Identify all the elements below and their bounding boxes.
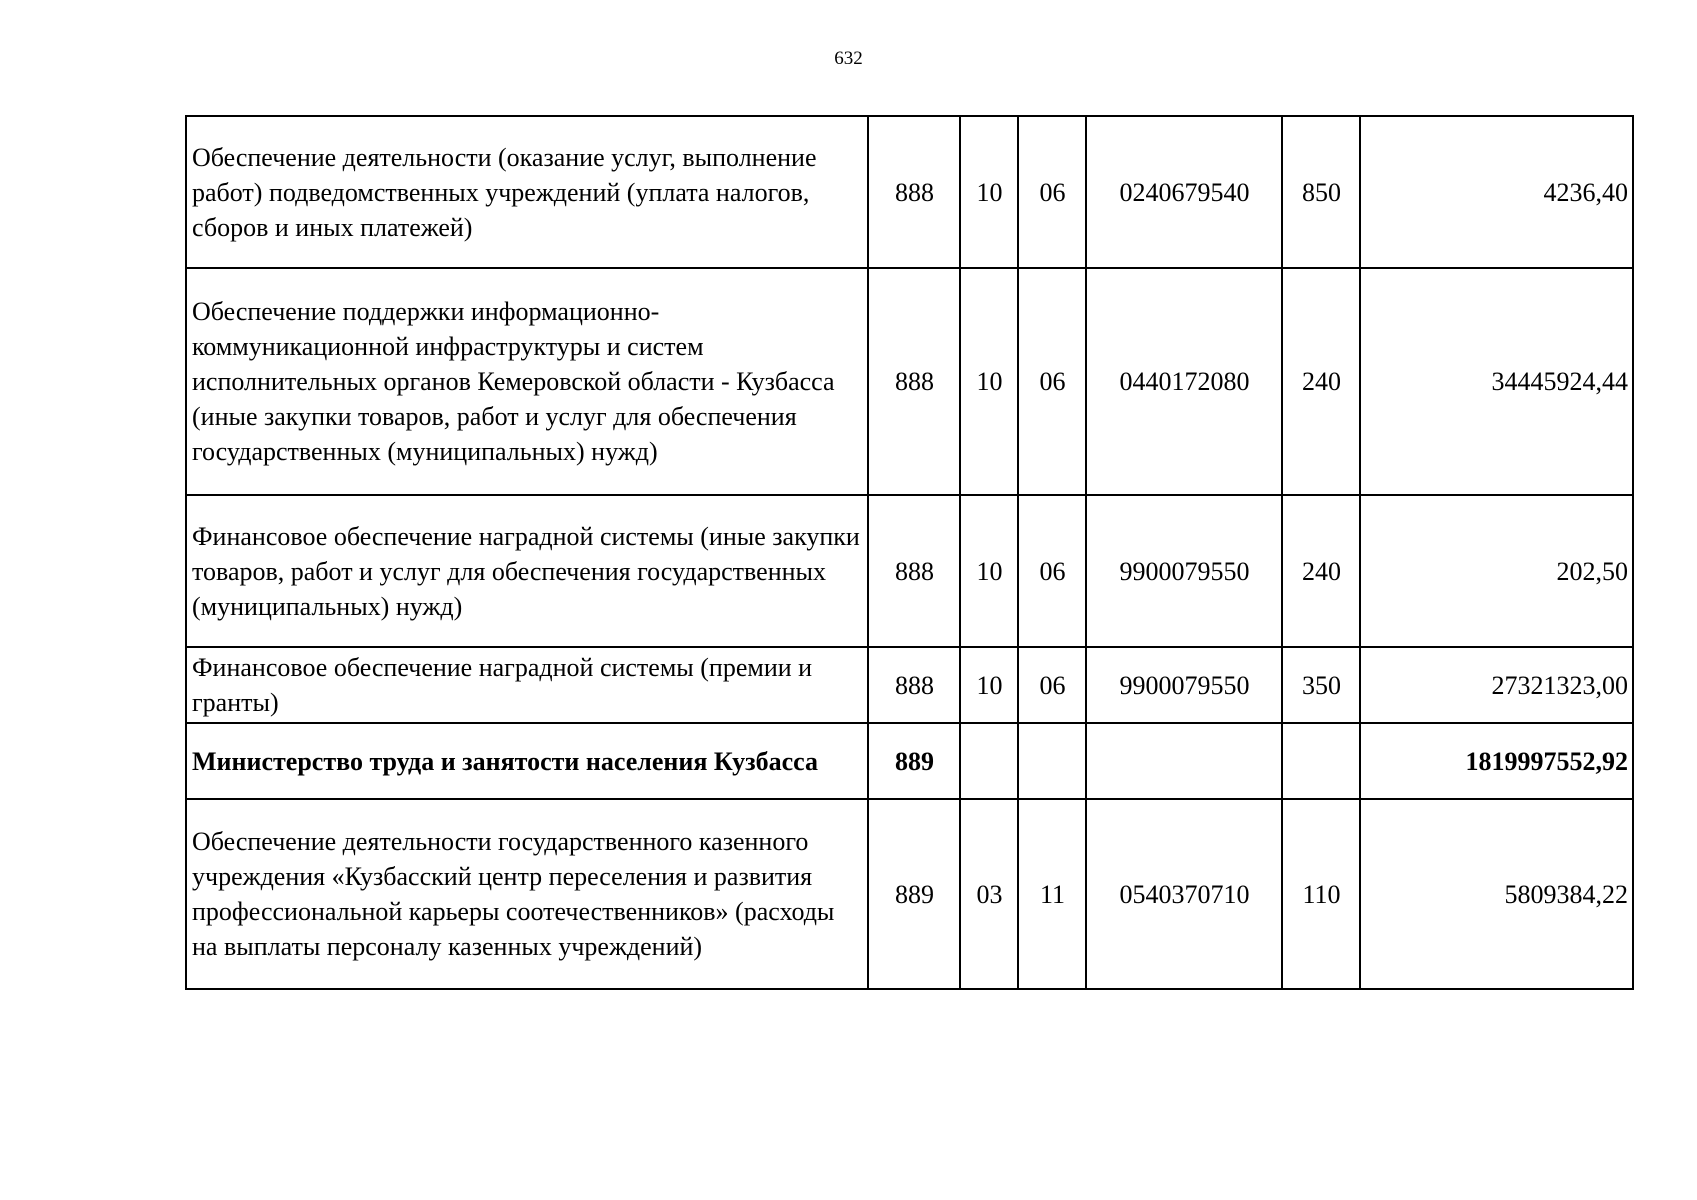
row-description: Обеспечение поддержки информационно-коммуникационной инфраструктуры и систем исполнительных органов Кемеровской области - Кузбасса (иные закупки товаров, работ и услуг для обеспечения государственных (муниципальных) нужд) xyxy=(186,268,868,495)
target-article-code: 9900079550 xyxy=(1086,647,1282,723)
expense-type-code: 240 xyxy=(1282,268,1360,495)
target-article-code: 0440172080 xyxy=(1086,268,1282,495)
target-article-code: 9900079550 xyxy=(1086,495,1282,647)
ministry-code: 888 xyxy=(868,495,960,647)
row-amount: 4236,40 xyxy=(1360,116,1633,268)
expense-type-code: 110 xyxy=(1282,799,1360,989)
expense-type-code: 240 xyxy=(1282,495,1360,647)
section-code: 10 xyxy=(960,116,1018,268)
row-amount: 1819997552,92 xyxy=(1360,723,1633,799)
page-number: 632 xyxy=(834,48,863,69)
table-row xyxy=(186,495,1633,647)
ministry-code: 889 xyxy=(868,799,960,989)
row-amount: 27321323,00 xyxy=(1360,647,1633,723)
expense-type-code: 350 xyxy=(1282,647,1360,723)
section-code: 03 xyxy=(960,799,1018,989)
budget-table xyxy=(185,115,1634,990)
table-row xyxy=(186,116,1633,268)
subsection-code: 06 xyxy=(1018,268,1086,495)
subsection-code: 06 xyxy=(1018,647,1086,723)
section-code xyxy=(960,723,1018,799)
table-row-ministry-header xyxy=(186,723,1633,799)
row-amount: 34445924,44 xyxy=(1360,268,1633,495)
row-description: Обеспечение деятельности (оказание услуг, выполнение работ) подведомственных учреждений (уплата налогов, сборов и иных платежей) xyxy=(186,116,868,268)
table-row xyxy=(186,268,1633,495)
target-article-code xyxy=(1086,723,1282,799)
table-row xyxy=(186,799,1633,989)
table-row xyxy=(186,647,1633,723)
section-code: 10 xyxy=(960,495,1018,647)
expense-type-code xyxy=(1282,723,1360,799)
ministry-code: 889 xyxy=(868,723,960,799)
subsection-code: 11 xyxy=(1018,799,1086,989)
ministry-code: 888 xyxy=(868,647,960,723)
subsection-code: 06 xyxy=(1018,495,1086,647)
row-description: Финансовое обеспечение наградной системы (премии и гранты) xyxy=(186,647,868,723)
row-description: Финансовое обеспечение наградной системы (иные закупки товаров, работ и услуг для обеспечения государственных (муниципальных) нужд) xyxy=(186,495,868,647)
ministry-code: 888 xyxy=(868,116,960,268)
ministry-code: 888 xyxy=(868,268,960,495)
row-amount: 202,50 xyxy=(1360,495,1633,647)
subsection-code: 06 xyxy=(1018,116,1086,268)
section-code: 10 xyxy=(960,647,1018,723)
row-description: Обеспечение деятельности государственного казенного учреждения «Кузбасский центр переселения и развития профессиональной карьеры соотечественников» (расходы на выплаты персоналу казенных учреждений) xyxy=(186,799,868,989)
row-description: Министерство труда и занятости населения Кузбасса xyxy=(186,723,868,799)
target-article-code: 0240679540 xyxy=(1086,116,1282,268)
subsection-code xyxy=(1018,723,1086,799)
section-code: 10 xyxy=(960,268,1018,495)
expense-type-code: 850 xyxy=(1282,116,1360,268)
row-amount: 5809384,22 xyxy=(1360,799,1633,989)
target-article-code: 0540370710 xyxy=(1086,799,1282,989)
